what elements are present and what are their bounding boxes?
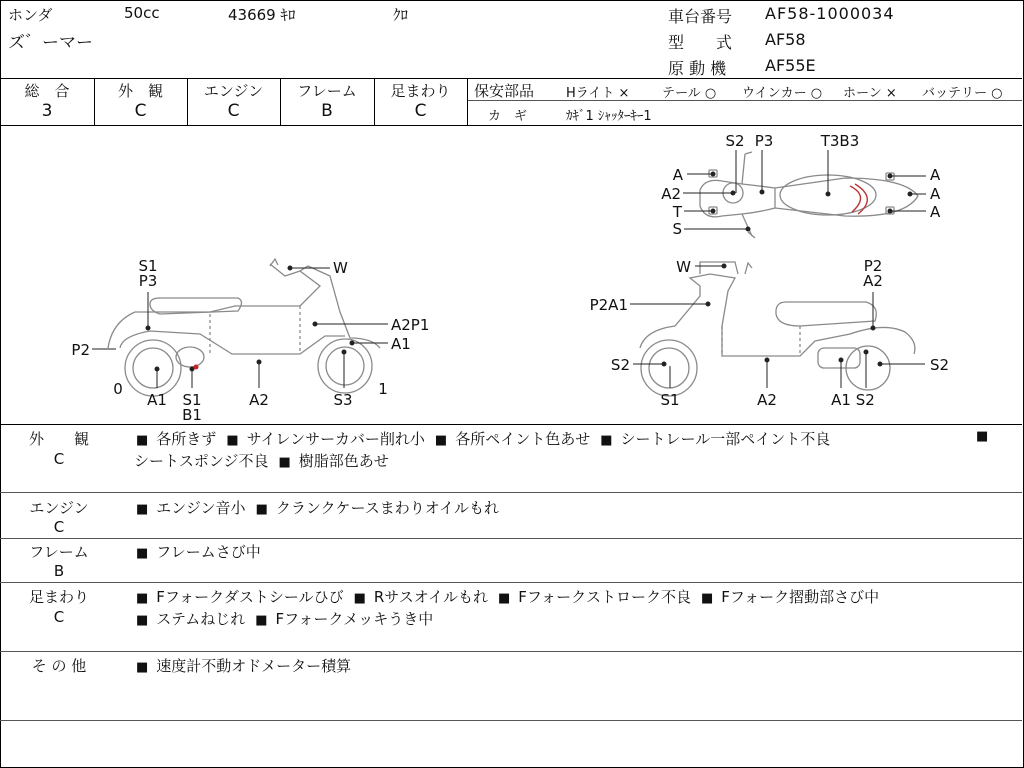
note-item: ■ フレームさび中 [136,543,261,561]
note-item: ■ Fフォークメッキうき中 [255,610,433,628]
grade-value-exterior: C [134,101,147,121]
grade-label-engine: エンジン [203,82,264,100]
label-left-s1: S1 [138,257,158,275]
safety-item-tail: テール ○ [662,86,717,101]
note-item: ■ Rサスオイルもれ [354,588,488,606]
type-label: 型 式 [668,33,733,52]
label-right-s1: S1 [660,391,680,409]
label-left-p3: P3 [138,272,158,290]
label-top-s2: S2 [725,132,745,150]
rule-notes [0,651,1022,652]
note-items-exterior-line2 [134,450,399,471]
label-left-p2: P2 [71,341,90,359]
note-label-frame: フレーム [29,543,89,561]
maker: ホンダ [8,6,53,24]
label-left-a1b: A1 [147,391,167,409]
note-items-suspension-line2 [136,608,443,629]
label-left-w: W [333,259,348,277]
frame-no-label: 車台番号 [668,7,733,26]
label-top-a-r3: A [930,203,941,221]
label-left-s1b: S1 [182,391,202,409]
mileage: 43669 ｷﾛ [228,6,296,24]
grade-label-suspension: 足まわり [390,82,451,100]
label-left-a2: A2 [249,391,269,409]
grade-label-exterior: 外 観 [117,82,163,100]
label-right-p2a1: P2A1 [589,296,628,314]
note-grade-frame: B [53,562,65,580]
grade-value-suspension: C [414,101,427,121]
engine-label: 原 動 機 [668,59,727,78]
grade-value-engine: C [227,101,240,121]
note-grade-exterior: C [53,450,65,468]
grade-label-frame: フレーム [297,82,357,100]
safety-label: 保安部品 [474,82,535,100]
label-left-b1: B1 [182,406,202,424]
safety-item-horn: ホーン × [843,86,897,101]
label-right-p2: P2 [863,257,883,275]
key-value: ｶｷﾞ1 ｼｬｯﾀｰｷｰ1 [566,109,652,124]
label-right-a2: A2 [863,272,883,290]
color: ｸﾛ [393,6,409,24]
note-item: ■ エンジン音小 [136,499,246,517]
label-right-a1s2: A1 S2 [831,391,875,409]
label-left-zero: 0 [113,380,123,398]
note-item: ■ 樹脂部色あせ [278,452,388,470]
note-item: シートスポンジ不良 [134,452,269,470]
label-right-a2b: A2 [757,391,777,409]
rule-notes [0,582,1022,583]
note-label-other: そ の 他 [31,657,87,675]
note-items-exterior-line1 [136,428,989,449]
note-item: ■ ステムねじれ [136,610,245,628]
grade-value-overall: 3 [41,101,53,121]
label-top-a1: A [672,166,683,184]
label-top-s: S [672,220,682,238]
rule-notes [0,720,1022,721]
rule-notes [0,538,1022,539]
grade-value-frame: B [321,101,333,121]
key-label: カ ギ [488,109,528,124]
note-items-suspension-line1 [136,586,889,607]
label-top-a-r1: A [930,166,941,184]
note-label-engine: エンジン [29,499,89,517]
note-grade-suspension: C [53,608,65,626]
note-items-other [136,655,361,676]
label-left-s3: S3 [333,391,353,409]
frame-no: AF58-1000034 [765,4,895,23]
safety-item-winker: ウインカー ○ [742,86,823,101]
col-sep [467,78,468,125]
note-item: ■ Fフォークストローク不良 [498,588,691,606]
rule-notes-top [0,424,1022,425]
note-items-frame [136,541,271,562]
note-item: ■ サイレンサーカバー削れ小 [226,430,425,448]
label-top-t3b3: T3B3 [820,132,860,150]
label-left-a1: A1 [391,335,411,353]
note-label-suspension: 足まわり [28,588,89,606]
safety-item-headlight: Hライト × [566,86,630,101]
label-right-s2-right: S2 [930,356,950,374]
note-label-exterior: 外 観 [28,430,89,448]
condition-diagram [0,126,1022,424]
label-left-a2p1: A2P1 [391,316,430,334]
displacement: 50cc [124,4,160,22]
model-name: ズ゛ーマー [8,33,93,53]
label-left-one: 1 [378,380,388,398]
rule-top [0,78,1022,79]
note-grade-engine: C [53,518,65,536]
note-items-engine [136,497,509,518]
rule-notes [0,492,1022,493]
label-top-a2: A2 [661,185,681,203]
grade-label-overall: 総 合 [24,82,70,100]
note-item: ■ Fフォークダストシールひび [136,588,344,606]
bullet-continue-icon: ■ [976,429,989,444]
note-item: ■ 各所きず [136,430,216,448]
note-item: ■ Fフォーク摺動部さび中 [701,588,879,606]
label-top-a-r2: A [930,185,941,203]
note-item: ■ 各所ペイント色あせ [435,430,590,448]
label-right-w: W [676,258,691,276]
label-top-t: T [672,203,682,221]
note-item: ■ 速度計不動オドメーター積算 [136,657,351,675]
type-value: AF58 [765,30,806,49]
label-right-s2-left: S2 [610,356,630,374]
note-item: ■ シートレール一部ペイント不良 [600,430,830,448]
note-item: ■ クランクケースまわりオイルもれ [256,499,500,517]
safety-item-battery: バッテリー ○ [922,86,1003,101]
label-top-p3: P3 [754,132,774,150]
engine-value: AF55E [765,56,816,75]
